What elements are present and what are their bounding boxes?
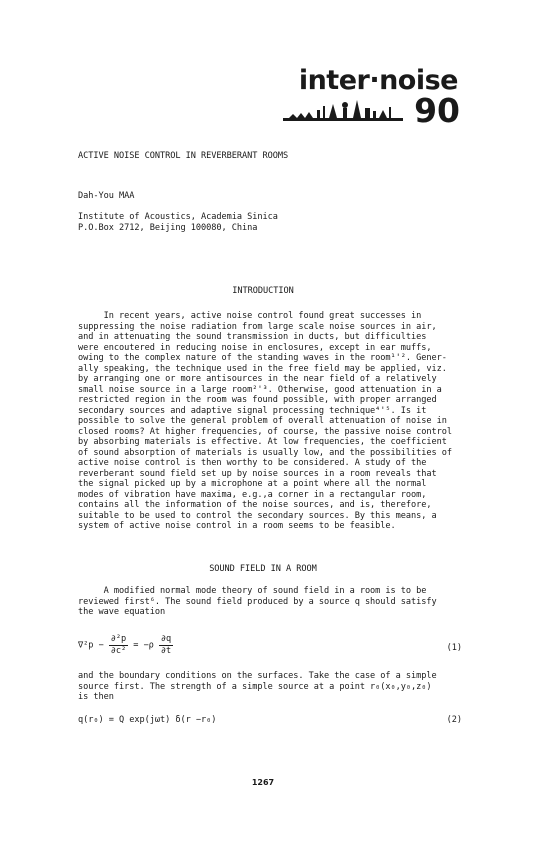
affiliation-line-2: P.O.Box 2712, Beijing 100080, China bbox=[78, 223, 258, 233]
page-number: 1267 bbox=[251, 778, 275, 787]
text-line: suppressing the noise radiation from large scale noise sources in air, bbox=[78, 321, 437, 332]
text-line: restricted region in the room was found possible, with proper arranged bbox=[78, 395, 437, 405]
text-line: reviewed first⁶. The sound field produced by a source q should satisfy bbox=[78, 596, 437, 607]
equation-1-lhs: ∇²p − bbox=[78, 640, 104, 651]
section-heading-introduction: INTRODUCTION bbox=[232, 286, 294, 296]
text-line: the signal picked up by a microphone at a point where all the normal bbox=[78, 479, 427, 489]
fraction-denominator: ∂t bbox=[160, 645, 172, 656]
section-heading-sound-field: SOUND FIELD IN A ROOM bbox=[209, 564, 317, 574]
text-line: by arranging one or more antisources in the near field of a relatively bbox=[78, 374, 437, 384]
text-line: the wave equation bbox=[78, 607, 166, 617]
text-line: is then bbox=[78, 692, 114, 702]
text-line: of sound absorption of materials is usually low, and the possibilities of bbox=[78, 447, 453, 458]
text-line: contains all the information of the noise sources, and is, therefore, bbox=[78, 500, 432, 510]
text-line: active noise control is then worthy to be considered. A study of the bbox=[78, 458, 427, 468]
text-line: by absorbing materials is effective. At low frequencies, the coefficient bbox=[78, 437, 447, 447]
inter-noise-90-logo bbox=[283, 66, 468, 130]
boundary-paragraph bbox=[78, 671, 498, 703]
text-line: suitable to be used to control the secondary sources. By this means, a bbox=[78, 510, 437, 521]
text-line: were encoutered in reducing noise in enclosures, except in ear muffs, bbox=[78, 342, 432, 353]
text-line: system of active noise control in a room seems to be feasible. bbox=[78, 521, 396, 531]
text-line: reverberant sound field set up by noise sources in a room reveals that bbox=[78, 468, 437, 479]
sound-field-paragraph bbox=[78, 586, 498, 618]
logo-wordmark: inter·noise bbox=[298, 65, 458, 96]
logo-year: 90 bbox=[414, 91, 460, 130]
fraction-numerator: ∂²p bbox=[110, 634, 127, 644]
equation-1-number: (1) bbox=[446, 643, 462, 653]
text-line: closed rooms? At higher frequencies, of course, the passive noise control bbox=[78, 426, 453, 437]
equation-2: q(r₀) = Q exp(jωt) δ(r −r₀) bbox=[78, 715, 217, 725]
text-line: small noise source in a large room²'³. Otherwise, good attenuation in a bbox=[78, 384, 442, 395]
equation-1 bbox=[78, 634, 173, 656]
text-line: owing to the complex nature of the standing waves in the room¹'². Gener- bbox=[78, 353, 447, 363]
text-line: secondary sources and adaptive signal processing technique⁴'⁵. Is it bbox=[78, 405, 427, 416]
fraction-numerator: ∂q bbox=[160, 634, 172, 644]
text-line: and in attenuating the sound transmission in ducts, but difficulties bbox=[78, 332, 427, 342]
equation-1-fraction-1 bbox=[109, 634, 128, 656]
skyline-icon bbox=[283, 96, 403, 126]
fraction-denominator: ∂c² bbox=[110, 645, 127, 656]
text-line: modes of vibration have maxima, e.g.,a corner in a rectangular room, bbox=[78, 489, 427, 500]
text-line: possible to solve the general problem of overall attenuation of noise in bbox=[78, 416, 447, 426]
text-line: and the boundary conditions on the surfaces. Take the case of a simple bbox=[78, 671, 437, 681]
text-line: ally speaking, the technique used in the free field may be applied, viz. bbox=[78, 363, 447, 374]
paper-title: ACTIVE NOISE CONTROL IN REVERBERANT ROOMS bbox=[78, 151, 289, 161]
introduction-paragraph bbox=[78, 311, 498, 532]
author-name: Dah-You MAA bbox=[78, 191, 135, 201]
text-line: In recent years, active noise control found great successes in bbox=[78, 311, 422, 321]
equation-2-number: (2) bbox=[446, 715, 462, 725]
text-line: source first. The strength of a simple source at a point r₀(x₀,y₀,z₀) bbox=[78, 681, 432, 692]
affiliation-line-1: Institute of Acoustics, Academia Sinica bbox=[78, 212, 278, 222]
text-line: A modified normal mode theory of sound field in a room is to be bbox=[78, 586, 427, 596]
equation-1-middle: = −ρ bbox=[133, 640, 154, 651]
equation-1-fraction-2 bbox=[159, 634, 173, 656]
